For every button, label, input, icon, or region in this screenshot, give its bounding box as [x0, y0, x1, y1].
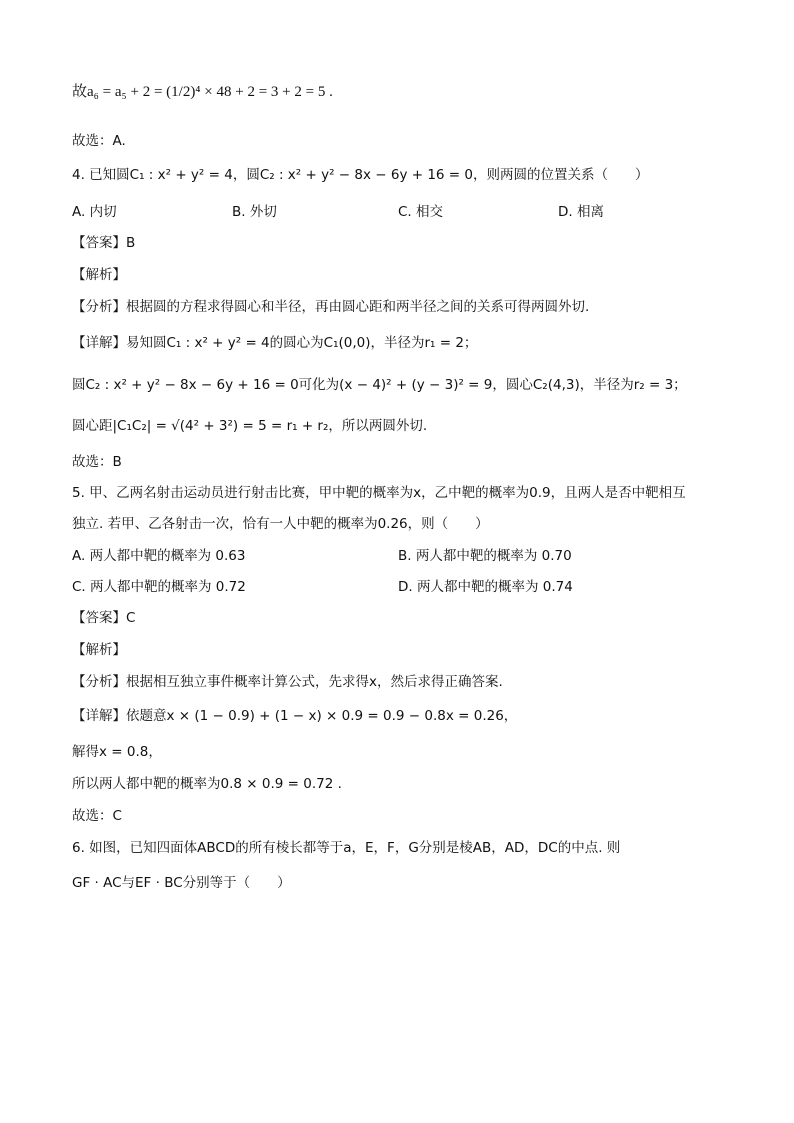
question-5-cont: 独立. 若甲、乙各射击一次，恰有一人中靶的概率为0.26，则（ ） — [72, 516, 489, 532]
answer-label: 【答案】B — [72, 235, 136, 251]
detail-text: 【详解】依题意x × (1 − 0.9) + (1 − x) × 0.9 = 0.9 − 0.8x = 0.26， — [72, 708, 518, 724]
q5-option-c: C. 两人都中靶的概率为 0.72 — [72, 579, 246, 595]
analysis-label: 【解析】 — [72, 267, 126, 283]
answer-label: 【答案】C — [72, 610, 136, 626]
question-6: 6. 如图，已知四面体ABCD的所有棱长都等于a，E，F，G分别是棱AB，AD，DC的中点. 则 — [72, 840, 621, 856]
detail-text: 【详解】易知圆C₁ : x² + y² = 4的圆心为C₁(0,0)，半径为r₁ = 2； — [72, 335, 478, 351]
question-4: 4. 已知圆C₁ : x² + y² = 4，圆C₂ : x² + y² − 8x − 6y + 16 = 0，则两圆的位置关系（ ） — [72, 167, 649, 183]
analysis-text: 【分析】根据圆的方程求得圆心和半径，再由圆心距和两半径之间的关系可得两圆外切. — [72, 299, 590, 315]
question-6-cont: GF · AC与EF · BC分别等于（ ） — [72, 875, 291, 891]
answer-choice: 故选：A. — [72, 133, 126, 149]
detail-text: 圆C₂ : x² + y² − 8x − 6y + 16 = 0可化为(x − 4)² + (y − 3)² = 9，圆心C₂(4,3)，半径为r₂ = 3； — [72, 377, 687, 393]
q4-option-c: C. 相交 — [398, 204, 444, 220]
q4-option-b: B. 外切 — [232, 204, 277, 220]
question-5: 5. 甲、乙两名射击运动员进行射击比赛，甲中靶的概率为x，乙中靶的概率为0.9，且两人是否中靶相互 — [72, 485, 686, 501]
q5-option-b: B. 两人都中靶的概率为 0.70 — [398, 548, 572, 564]
detail-text: 所以两人都中靶的概率为0.8 × 0.9 = 0.72 . — [72, 776, 342, 792]
analysis-label: 【解析】 — [72, 642, 126, 658]
solution-line: 故a₆ = a₅ + 2 = (1/2)⁴ × 48 + 2 = 3 + 2 = 5 . — [72, 84, 333, 100]
q5-option-d: D. 两人都中靶的概率为 0.74 — [398, 579, 573, 595]
answer-choice: 故选：B — [72, 454, 122, 470]
q4-option-d: D. 相离 — [558, 204, 604, 220]
analysis-text: 【分析】根据相互独立事件概率计算公式，先求得x，然后求得正确答案. — [72, 674, 503, 690]
detail-text: 解得x = 0.8， — [72, 744, 162, 760]
answer-choice: 故选：C — [72, 808, 122, 824]
q5-option-a: A. 两人都中靶的概率为 0.63 — [72, 548, 246, 564]
detail-text: 圆心距|C₁C₂| = √(4² + 3²) = 5 = r₁ + r₂，所以两圆外切. — [72, 418, 428, 434]
q4-option-a: A. 内切 — [72, 204, 117, 220]
